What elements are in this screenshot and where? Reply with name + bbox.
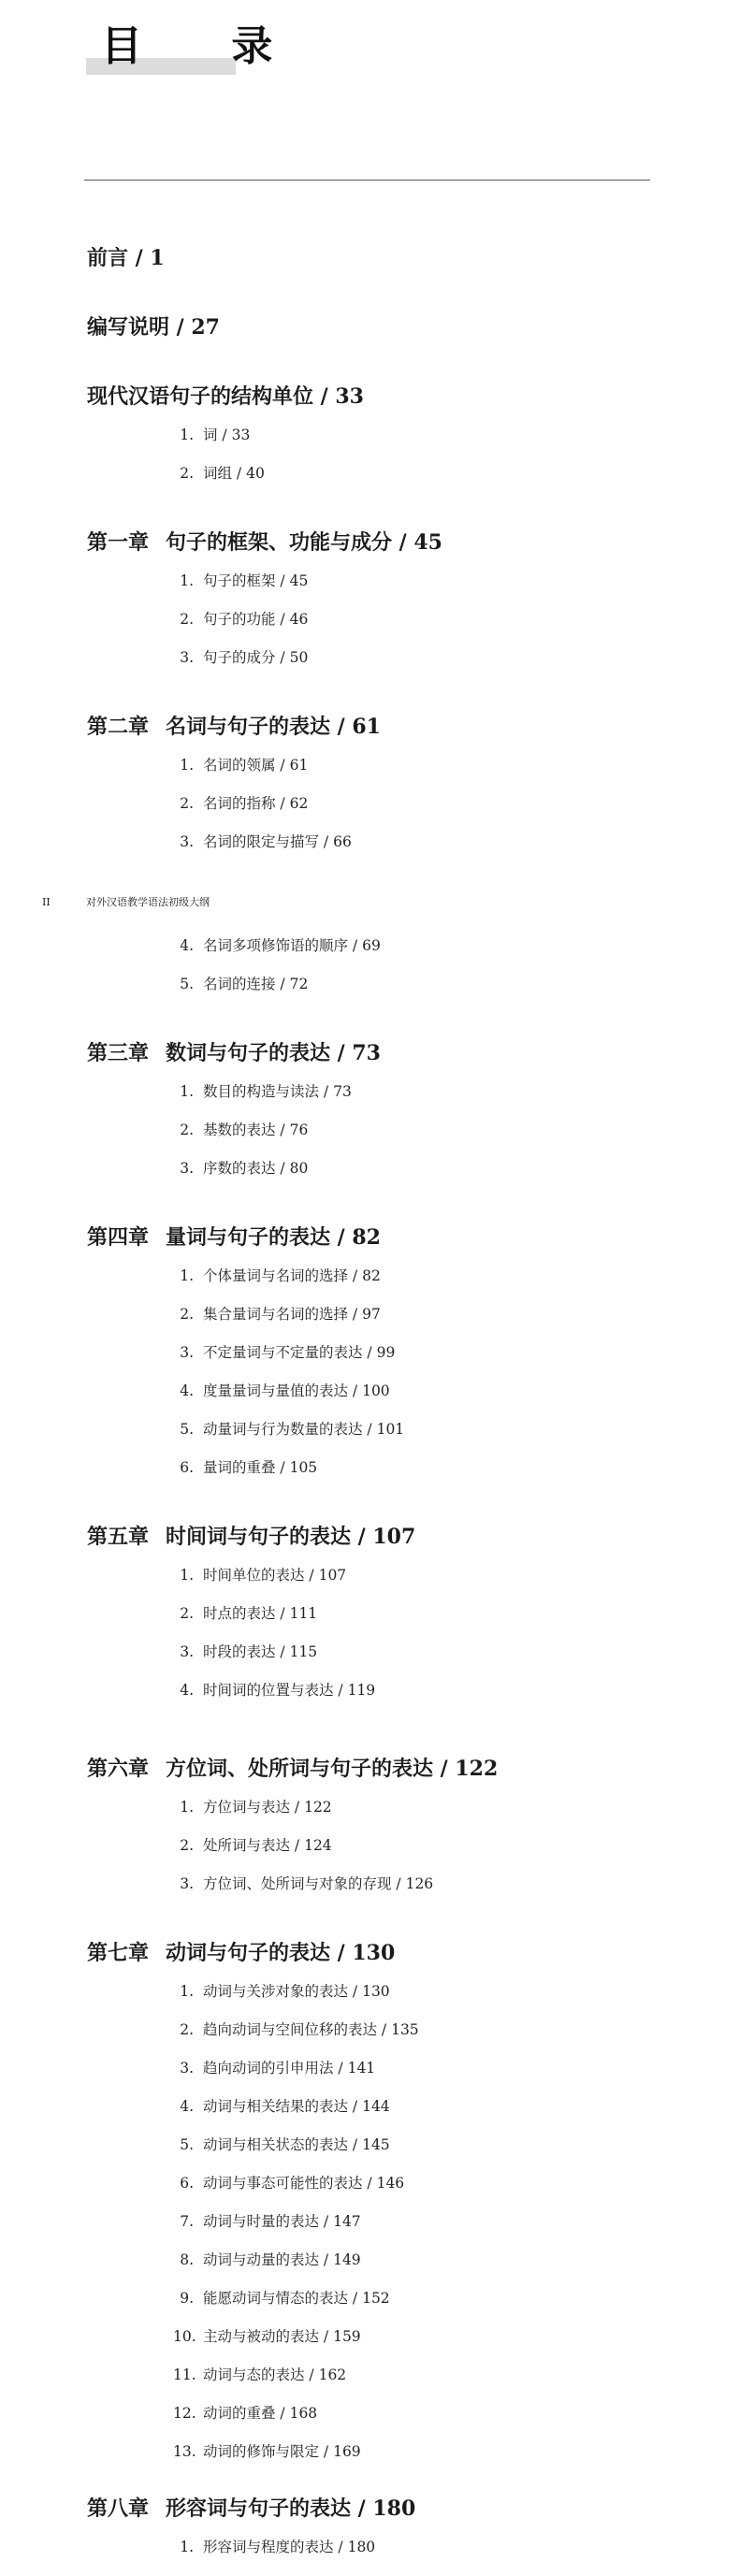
section-title: 趋向动词与空间位移的表达 / 135 xyxy=(203,2021,419,2038)
section-title: 动词与相关状态的表达 / 145 xyxy=(203,2136,390,2153)
section-index: 1. xyxy=(180,1799,194,1816)
section-index: 1. xyxy=(180,1567,194,1584)
section-title: 能愿动词与情态的表达 / 152 xyxy=(203,2290,390,2307)
toc-section-entry[interactable] xyxy=(173,2289,390,2308)
toc-chapter-entry[interactable] xyxy=(87,1756,498,1782)
toc-section-entry[interactable] xyxy=(173,2212,361,2231)
section-index: 2. xyxy=(180,1837,194,1854)
section-index: 2. xyxy=(180,611,194,628)
section-title: 个体量词与名词的选择 / 82 xyxy=(203,1267,381,1284)
toc-section-entry[interactable] xyxy=(173,794,308,813)
toc-section-entry[interactable] xyxy=(173,2404,317,2423)
toc-chapter-entry[interactable] xyxy=(87,245,165,271)
toc-section-entry[interactable] xyxy=(173,1382,390,1400)
section-title: 动词的修饰与限定 / 169 xyxy=(203,2443,361,2460)
section-index: 12. xyxy=(173,2405,196,2422)
running-head-page-number: II xyxy=(42,896,51,908)
section-index: 2. xyxy=(180,465,194,482)
section-title: 动词与态的表达 / 162 xyxy=(203,2366,347,2383)
section-index: 1. xyxy=(180,1083,194,1100)
chapter-title: 现代汉语句子的结构单位 / 33 xyxy=(87,384,364,409)
chapter-number: 第八章 xyxy=(87,2496,150,2521)
toc-section-entry[interactable] xyxy=(173,1343,395,1362)
section-title: 不定量词与不定量的表达 / 99 xyxy=(203,1344,396,1361)
chapter-title: 名词与句子的表达 / 61 xyxy=(166,715,381,739)
section-title: 名词的指称 / 62 xyxy=(203,795,309,812)
section-index: 1. xyxy=(180,427,194,443)
toc-section-entry[interactable] xyxy=(173,2366,346,2384)
toc-section-entry[interactable] xyxy=(173,1681,375,1700)
toc-section-entry[interactable] xyxy=(173,1874,433,1893)
section-index: 6. xyxy=(180,1459,194,1476)
chapter-number: 第三章 xyxy=(87,1041,150,1065)
section-index: 4. xyxy=(180,937,194,954)
section-index: 1. xyxy=(180,572,194,589)
section-index: 8. xyxy=(180,2251,194,2268)
section-title: 形容词与程度的表达 / 180 xyxy=(203,2539,376,2555)
toc-section-entry[interactable] xyxy=(173,648,308,667)
section-index: 9. xyxy=(180,2290,194,2307)
section-index: 3. xyxy=(180,833,194,850)
section-index: 3. xyxy=(180,1344,194,1361)
chapter-title: 前言 / 1 xyxy=(87,246,165,270)
section-index: 2. xyxy=(180,1605,194,1622)
toc-section-entry[interactable] xyxy=(173,572,308,590)
running-head-book-title: 对外汉语教学语法初级大纲 xyxy=(86,896,210,908)
toc-section-entry[interactable] xyxy=(173,2327,361,2346)
page-title: 目 录 xyxy=(101,22,311,70)
section-title: 度量量词与量值的表达 / 100 xyxy=(203,1382,390,1399)
section-index: 2. xyxy=(180,1122,194,1138)
toc-chapter-entry[interactable] xyxy=(87,314,220,340)
section-title: 基数的表达 / 76 xyxy=(203,1122,309,1138)
section-index: 1. xyxy=(180,2539,194,2555)
section-title: 动词与关涉对象的表达 / 130 xyxy=(203,1983,390,2000)
toc-section-entry[interactable] xyxy=(173,1604,317,1623)
toc-section-entry[interactable] xyxy=(173,1305,381,1324)
section-title: 趋向动词的引申用法 / 141 xyxy=(203,2060,376,2077)
toc-section-entry[interactable] xyxy=(173,1082,352,1101)
chapter-title: 句子的框架、功能与成分 / 45 xyxy=(166,530,442,555)
section-index: 3. xyxy=(180,2060,194,2077)
toc-section-entry[interactable] xyxy=(173,610,308,629)
section-title: 时段的表达 / 115 xyxy=(203,1643,318,1660)
section-index: 1. xyxy=(180,757,194,774)
section-title: 名词的领属 / 61 xyxy=(203,757,309,774)
section-index: 1. xyxy=(180,1267,194,1284)
chapter-title: 方位词、处所词与句子的表达 / 122 xyxy=(166,1757,499,1781)
toc-section-entry[interactable] xyxy=(173,936,381,955)
toc-section-entry[interactable] xyxy=(173,2250,361,2269)
toc-chapter-entry[interactable] xyxy=(87,714,381,740)
section-title: 序数的表达 / 80 xyxy=(203,1160,309,1177)
section-title: 句子的框架 / 45 xyxy=(203,572,309,589)
toc-section-entry[interactable] xyxy=(173,1159,308,1178)
toc-section-entry[interactable] xyxy=(173,832,352,851)
section-title: 词组 / 40 xyxy=(203,465,265,482)
section-title: 动词与时量的表达 / 147 xyxy=(203,2213,361,2230)
chapter-title: 量词与句子的表达 / 82 xyxy=(166,1225,381,1250)
section-index: 13. xyxy=(173,2443,196,2460)
toc-section-entry[interactable] xyxy=(173,426,250,444)
toc-section-entry[interactable] xyxy=(173,756,308,774)
chapter-number: 第四章 xyxy=(87,1225,150,1250)
section-title: 时间单位的表达 / 107 xyxy=(203,1567,347,1584)
section-title: 句子的功能 / 46 xyxy=(203,611,309,628)
section-title: 名词多项修饰语的顺序 / 69 xyxy=(203,937,381,954)
toc-chapter-entry[interactable] xyxy=(87,1524,415,1550)
section-title: 动词的重叠 / 168 xyxy=(203,2405,318,2422)
toc-section-entry[interactable] xyxy=(173,2538,375,2556)
toc-chapter-entry[interactable] xyxy=(87,1040,381,1066)
toc-section-entry[interactable] xyxy=(173,1420,404,1439)
chapter-title: 时间词与句子的表达 / 107 xyxy=(166,1525,416,1549)
section-title: 方位词与表达 / 122 xyxy=(203,1799,332,1816)
section-index: 5. xyxy=(180,1421,194,1438)
toc-chapter-entry[interactable] xyxy=(87,529,442,556)
chapter-title: 动词与句子的表达 / 130 xyxy=(166,1941,396,1965)
toc-section-entry[interactable] xyxy=(173,2442,361,2461)
toc-section-entry[interactable] xyxy=(173,2020,419,2039)
section-index: 2. xyxy=(180,795,194,812)
section-title: 名词的连接 / 72 xyxy=(203,976,309,992)
toc-section-entry[interactable] xyxy=(173,1566,346,1585)
toc-section-entry[interactable] xyxy=(173,1643,317,1661)
section-title: 名词的限定与描写 / 66 xyxy=(203,833,352,850)
toc-chapter-entry[interactable] xyxy=(87,384,364,410)
toc-chapter-entry[interactable] xyxy=(87,1940,395,1966)
toc-section-entry[interactable] xyxy=(173,2135,390,2154)
section-title: 方位词、处所词与对象的存现 / 126 xyxy=(203,1875,434,1892)
toc-section-entry[interactable] xyxy=(173,1798,332,1816)
toc-section-entry[interactable] xyxy=(173,2174,404,2192)
section-title: 词 / 33 xyxy=(203,427,251,443)
toc-section-entry[interactable] xyxy=(173,1836,332,1855)
section-index: 3. xyxy=(180,1643,194,1660)
section-index: 3. xyxy=(180,1875,194,1892)
section-index: 4. xyxy=(180,1682,194,1699)
section-index: 5. xyxy=(180,2136,194,2153)
toc-section-entry[interactable] xyxy=(173,2059,375,2077)
chapter-number: 第一章 xyxy=(87,530,150,555)
section-index: 1. xyxy=(180,1983,194,2000)
section-title: 句子的成分 / 50 xyxy=(203,649,309,666)
section-title: 集合量词与名词的选择 / 97 xyxy=(203,1306,381,1323)
chapter-number: 第五章 xyxy=(87,1525,150,1549)
title-divider xyxy=(84,180,650,181)
section-index: 10. xyxy=(173,2328,196,2345)
section-index: 2. xyxy=(180,2021,194,2038)
section-index: 11. xyxy=(173,2366,196,2383)
section-title: 动量词与行为数量的表达 / 101 xyxy=(203,1421,405,1438)
chapter-title: 编写说明 / 27 xyxy=(87,315,220,340)
section-title: 动词与动量的表达 / 149 xyxy=(203,2251,361,2268)
toc-section-entry[interactable] xyxy=(173,1458,317,1477)
chapter-number: 第七章 xyxy=(87,1941,150,1965)
section-index: 7. xyxy=(180,2213,194,2230)
chapter-title: 形容词与句子的表达 / 180 xyxy=(166,2496,416,2521)
toc-chapter-entry[interactable] xyxy=(87,1224,381,1251)
toc-section-entry[interactable] xyxy=(173,1121,308,1139)
toc-chapter-entry[interactable] xyxy=(87,2496,415,2522)
toc-section-entry[interactable] xyxy=(173,1266,381,1285)
section-title: 数目的构造与读法 / 73 xyxy=(203,1083,352,1100)
section-title: 主动与被动的表达 / 159 xyxy=(203,2328,361,2345)
toc-section-entry[interactable] xyxy=(173,1982,390,2001)
toc-section-entry[interactable] xyxy=(173,464,265,483)
section-title: 动词与事态可能性的表达 / 146 xyxy=(203,2175,405,2192)
section-index: 4. xyxy=(180,1382,194,1399)
section-title: 时间词的位置与表达 / 119 xyxy=(203,1682,376,1699)
section-index: 5. xyxy=(180,976,194,992)
section-index: 3. xyxy=(180,649,194,666)
section-title: 处所词与表达 / 124 xyxy=(203,1837,332,1854)
section-index: 2. xyxy=(180,1306,194,1323)
section-title: 时点的表达 / 111 xyxy=(203,1605,318,1622)
section-index: 3. xyxy=(180,1160,194,1177)
chapter-title: 数词与句子的表达 / 73 xyxy=(166,1041,381,1065)
toc-section-entry[interactable] xyxy=(173,975,308,993)
chapter-number: 第六章 xyxy=(87,1757,150,1781)
toc-section-entry[interactable] xyxy=(173,2097,390,2116)
section-index: 6. xyxy=(180,2175,194,2192)
section-title: 动词与相关结果的表达 / 144 xyxy=(203,2098,390,2115)
chapter-number: 第二章 xyxy=(87,715,150,739)
section-title: 量词的重叠 / 105 xyxy=(203,1459,318,1476)
section-index: 4. xyxy=(180,2098,194,2115)
